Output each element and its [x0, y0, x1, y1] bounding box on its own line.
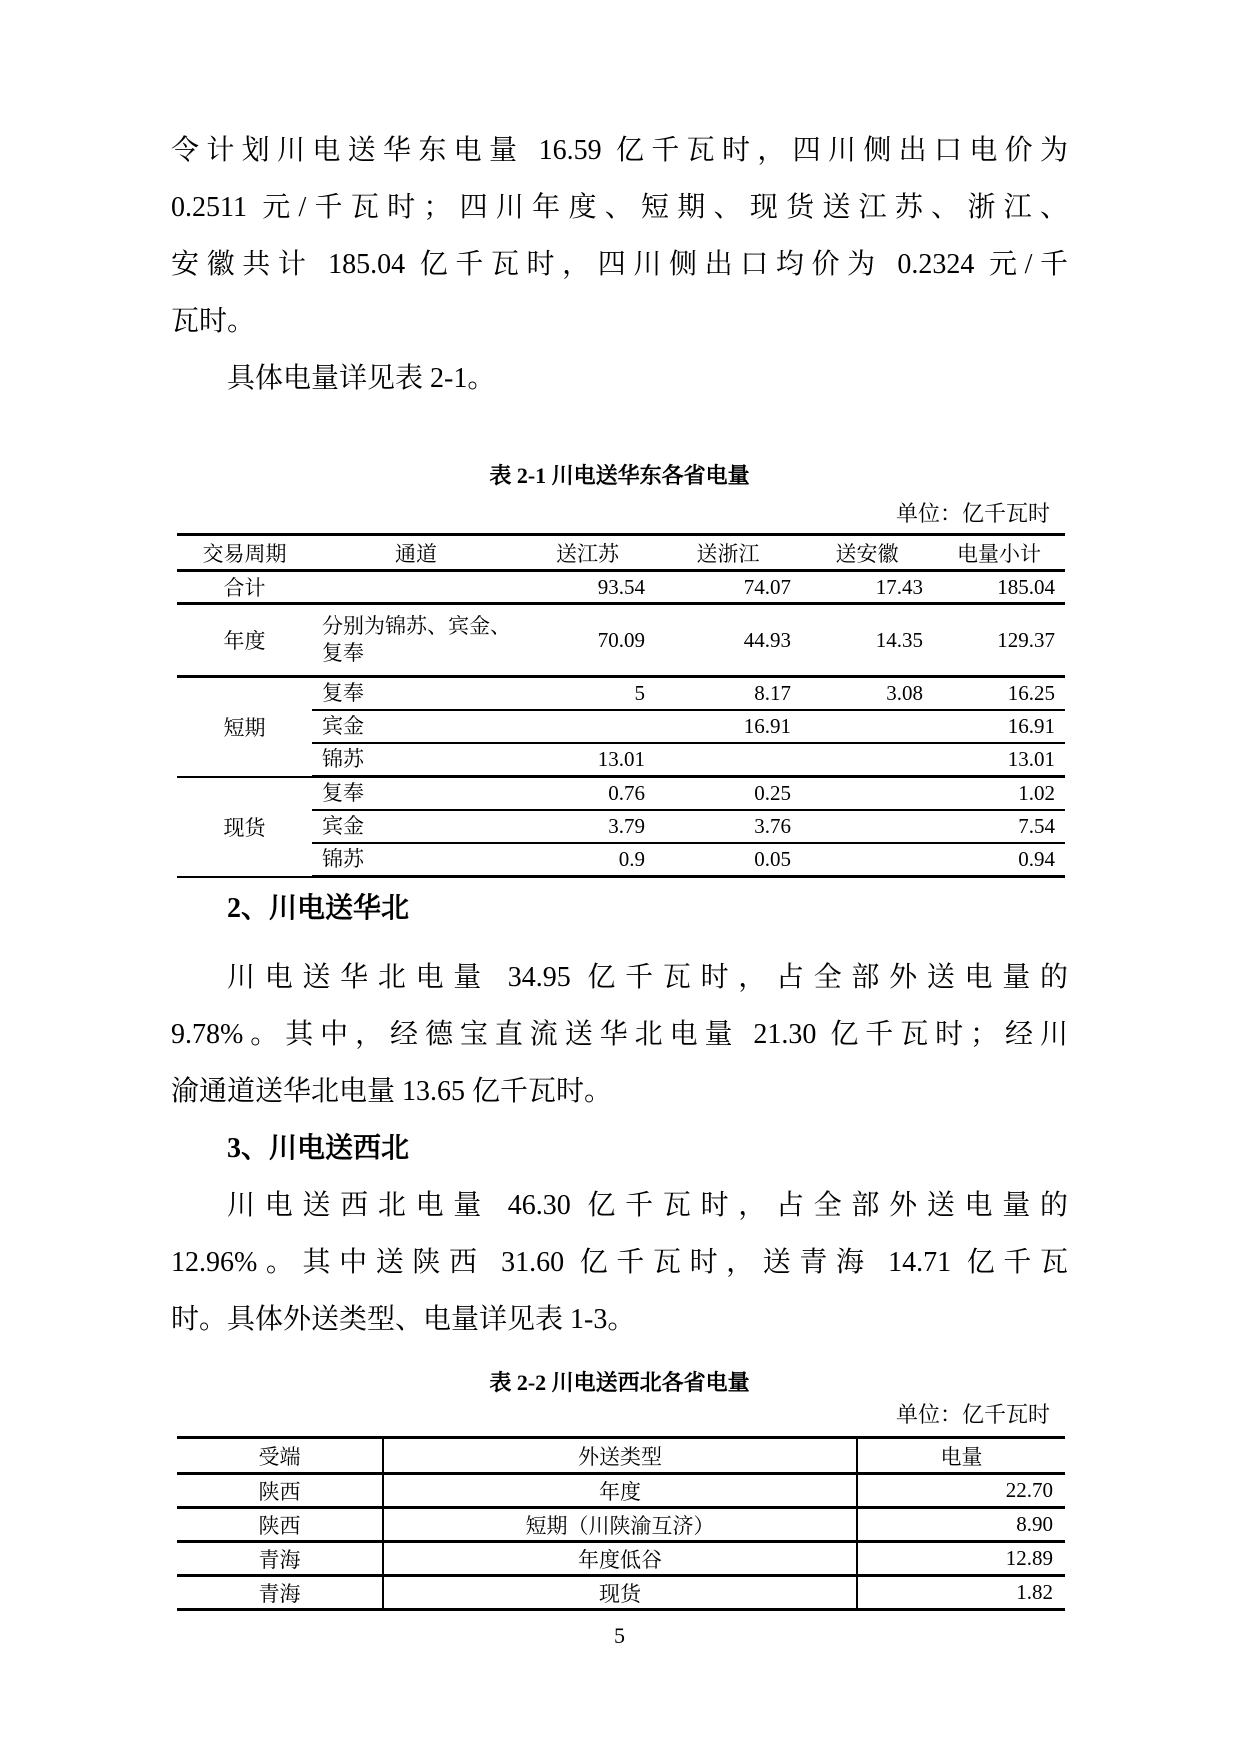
table2-row — [177, 1474, 1065, 1508]
table1-cell — [520, 710, 655, 743]
table1-header-cell: 通道 — [312, 535, 520, 571]
table1-header-cell: 电量小计 — [933, 535, 1065, 571]
table2-header-cell: 受端 — [177, 1438, 383, 1474]
table1-cell: 14.35 — [801, 604, 933, 677]
table1-cell: 5 — [520, 677, 655, 711]
paragraph-3-line: 川电送华北电量 34.95 亿千瓦时，占全部外送电量的 — [227, 962, 1068, 993]
table1-header-cell: 交易周期 — [177, 535, 312, 571]
table1-cell: 93.54 — [520, 571, 655, 604]
paragraph-3-line: 9.78%。其中，经德宝直流送华北电量 21.30 亿千瓦时；经川 — [171, 1019, 1068, 1050]
table1-cell: 0.25 — [655, 777, 801, 811]
table1-cell: 16.91 — [933, 710, 1065, 743]
table1-cell: 17.43 — [801, 571, 933, 604]
table1-cell: 44.93 — [655, 604, 801, 677]
paragraph-3 — [171, 949, 1068, 1120]
document-content — [171, 0, 1068, 1649]
table2-unit: 单位：亿千瓦时 — [895, 1402, 1050, 1427]
paragraph-1-line: 安徽共计 185.04 亿千瓦时，四川侧出口均价为 0.2324 元/千 — [171, 249, 1068, 280]
table1-header-cell: 送安徽 — [801, 535, 933, 571]
table2-header-cell: 电量 — [857, 1438, 1065, 1474]
table1-cell — [801, 743, 933, 777]
paragraph-1-line: 瓦时。 — [171, 306, 256, 337]
table1-cell: 16.91 — [655, 710, 801, 743]
table2 — [177, 1436, 1065, 1611]
table1-cell: 13.01 — [520, 743, 655, 777]
table1-short-row — [177, 677, 1065, 711]
paragraph-2 — [171, 350, 1068, 407]
table1-cell — [655, 743, 801, 777]
paragraph-2-line: 具体电量详见表 2-1。 — [227, 363, 496, 394]
table1-cell: 8.17 — [655, 677, 801, 711]
table1-title: 表 2-1 川电送华东各省电量 — [489, 463, 750, 488]
table2-cell: 陕西 — [177, 1474, 383, 1508]
paragraph-1-line: 0.2511 元/千瓦时；四川年度、短期、现货送江苏、浙江、 — [171, 192, 1068, 223]
table2-cell: 短期（川陕渝互济） — [383, 1508, 857, 1542]
table1-cell: 16.25 — [933, 677, 1065, 711]
table2-row — [177, 1576, 1065, 1610]
table2-cell: 现货 — [383, 1576, 857, 1610]
table1-cell: 宾金 — [312, 710, 520, 743]
paragraph-4-line: 时。具体外送类型、电量详见表 1-3。 — [171, 1304, 636, 1335]
table2-row — [177, 1508, 1065, 1542]
page-number: 5 — [614, 1623, 625, 1648]
table1-spot-row — [177, 777, 1065, 811]
table1-cell: 年度 — [177, 604, 312, 677]
table2-cell: 22.70 — [857, 1474, 1065, 1508]
table1-cell: 分别为锦苏、宾金、复奉 — [312, 604, 520, 677]
table1-cell: 185.04 — [933, 571, 1065, 604]
table2-cell: 年度低谷 — [383, 1542, 857, 1576]
paragraph-1-line: 令计划川电送华东电量 16.59 亿千瓦时，四川侧出口电价为 — [171, 135, 1068, 166]
paragraph-4-line: 川电送西北电量 46.30 亿千瓦时，占全部外送电量的 — [227, 1190, 1068, 1221]
table1-cell: 合计 — [177, 571, 312, 604]
table1-cell: 1.02 — [933, 777, 1065, 811]
table2-cell: 8.90 — [857, 1508, 1065, 1542]
table1-cell — [801, 710, 933, 743]
table1 — [177, 533, 1065, 878]
table2-cell: 年度 — [383, 1474, 857, 1508]
table1-group-label: 现货 — [177, 777, 312, 877]
table1-cell: 0.9 — [520, 843, 655, 877]
table1-cell: 0.94 — [933, 843, 1065, 877]
table1-cell: 7.54 — [933, 810, 1065, 843]
paragraph-3-line: 渝通道送华北电量 13.65 亿千瓦时。 — [171, 1076, 613, 1107]
table1-cell: 0.76 — [520, 777, 655, 811]
table2-row — [177, 1542, 1065, 1576]
paragraph-4-line: 12.96%。其中送陕西 31.60 亿千瓦时，送青海 14.71 亿千瓦 — [171, 1247, 1068, 1278]
table2-cell: 1.82 — [857, 1576, 1065, 1610]
table2-cell: 青海 — [177, 1576, 383, 1610]
table1-cell — [801, 843, 933, 877]
table1-cell — [312, 571, 520, 604]
section-heading-3: 3、川电送西北 — [227, 1133, 410, 1164]
table2-title: 表 2-2 川电送西北各省电量 — [489, 1370, 750, 1395]
table1-cell: 锦苏 — [312, 743, 520, 777]
table1-cell: 0.05 — [655, 843, 801, 877]
table1-group-label: 短期 — [177, 677, 312, 777]
table1-total-row — [177, 571, 1065, 604]
table1-header-cell: 送浙江 — [655, 535, 801, 571]
table1-header-cell: 送江苏 — [520, 535, 655, 571]
table1-cell: 复奉 — [312, 777, 520, 811]
paragraph-1 — [171, 122, 1068, 350]
paragraph-4 — [171, 1177, 1068, 1348]
table1-cell: 复奉 — [312, 677, 520, 711]
table1-cell: 3.76 — [655, 810, 801, 843]
table2-cell: 陕西 — [177, 1508, 383, 1542]
table1-cell: 3.08 — [801, 677, 933, 711]
table1-cell: 13.01 — [933, 743, 1065, 777]
table1-header-row — [177, 535, 1065, 571]
table1-cell — [801, 777, 933, 811]
table1-cell: 锦苏 — [312, 843, 520, 877]
table1-unit: 单位：亿千瓦时 — [895, 501, 1050, 526]
table2-header-cell: 外送类型 — [383, 1438, 857, 1474]
table1-cell: 3.79 — [520, 810, 655, 843]
table2-header-row — [177, 1438, 1065, 1474]
table1-cell: 74.07 — [655, 571, 801, 604]
table1-cell: 宾金 — [312, 810, 520, 843]
table1-annual-row — [177, 604, 1065, 677]
table2-cell: 12.89 — [857, 1542, 1065, 1576]
section-heading-2: 2、川电送华北 — [227, 893, 410, 924]
table1-cell: 129.37 — [933, 604, 1065, 677]
table2-cell: 青海 — [177, 1542, 383, 1576]
table1-cell: 70.09 — [520, 604, 655, 677]
table1-cell — [801, 810, 933, 843]
